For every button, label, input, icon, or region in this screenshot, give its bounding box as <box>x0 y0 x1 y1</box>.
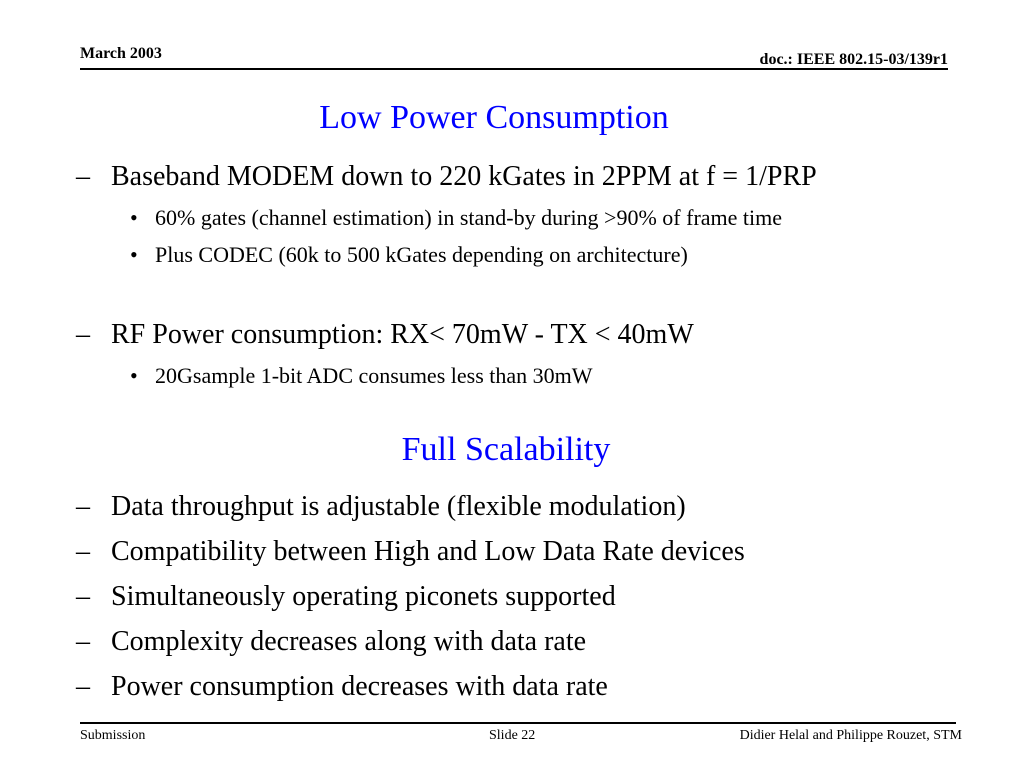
bullet-l1-baseband <box>76 160 817 194</box>
bullet-text: Complexity decreases along with data rate <box>111 626 587 657</box>
bullet-text: 20Gsample 1-bit ADC consumes less than 30mW <box>155 363 593 388</box>
header-date: March 2003 <box>80 45 162 62</box>
bullet-text: Plus CODEC (60k to 500 kGates depending on architecture) <box>155 242 688 267</box>
section-title-low-power: Low Power Consumption <box>319 99 669 136</box>
section-title-full-scalability: Full Scalability <box>401 431 611 468</box>
bullet-text: RF Power consumption: RX< 70mW - TX < 40mW <box>111 319 694 350</box>
footer-slide-number: Slide 22 <box>489 728 536 743</box>
bullet-l2-adc <box>130 362 593 390</box>
header-doc-id: doc.: IEEE 802.15-03/139r1 <box>759 51 948 68</box>
bullet-marker: • <box>130 205 138 230</box>
bullet-text: Simultaneously operating piconets supported <box>111 581 616 612</box>
bullet-l1-compatibility <box>76 535 745 569</box>
bullet-l2-gates-standby <box>130 204 782 232</box>
bullet-marker: • <box>130 242 138 267</box>
bullet-l1-throughput <box>76 490 686 524</box>
dash-marker: – <box>76 319 90 350</box>
bullet-l1-rf-power <box>76 318 694 352</box>
bullet-l2-codec <box>130 241 688 269</box>
bullet-l1-piconets <box>76 580 616 614</box>
bullet-text: Power consumption decreases with data rate <box>111 671 608 702</box>
dash-marker: – <box>76 161 90 192</box>
footer-rule <box>80 722 956 724</box>
footer-authors: Didier Helal and Philippe Rouzet, STM <box>739 728 962 743</box>
dash-marker: – <box>76 491 90 522</box>
bullet-l1-power-decrease <box>76 670 608 704</box>
bullet-l1-complexity <box>76 625 586 659</box>
footer-submission: Submission <box>80 728 146 743</box>
dash-marker: – <box>76 626 90 657</box>
bullet-text: Data throughput is adjustable (flexible modulation) <box>111 491 686 522</box>
dash-marker: – <box>76 581 90 612</box>
header-rule <box>80 68 948 70</box>
bullet-text: 60% gates (channel estimation) in stand-by during >90% of frame time <box>155 205 783 230</box>
dash-marker: – <box>76 671 90 702</box>
bullet-marker: • <box>130 363 138 388</box>
bullet-text: Compatibility between High and Low Data Rate devices <box>111 536 745 567</box>
bullet-text: Baseband MODEM down to 220 kGates in 2PPM at f = 1/PRP <box>111 161 817 192</box>
dash-marker: – <box>76 536 90 567</box>
